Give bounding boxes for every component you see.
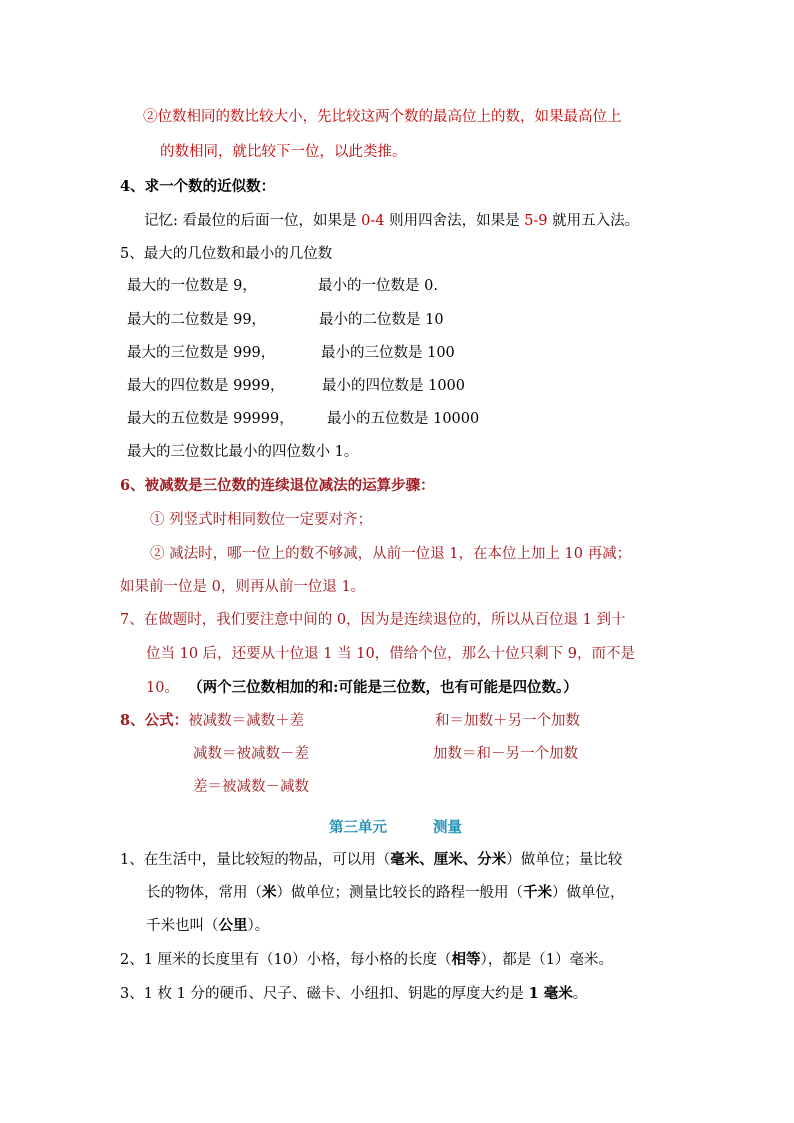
section6-title [120,476,435,496]
p1-l2-e: ）做单位， [552,885,625,901]
section7-line2: 位当 10 后，还要从十位退 1 当 10，借给个位，那么十位只剩下 9，而不是 [146,646,636,662]
memo-end: 就用五入法。 [547,213,640,229]
rule2-line2: 的数相同，就比较下一位，以此类推。 [160,144,407,160]
p1-l2-c: ）做单位；测量比较长的路程一般用（ [276,885,523,901]
min-three-digit: 最小的三位数是 100 [321,345,455,361]
section6-step2-line2: 如果前一位是 0，则再从前一位退 1。 [120,579,366,595]
section5-note: 最大的三位数比最小的四位数小 1。 [127,444,359,460]
formula-sum: 和＝加数＋另一个加数 [435,713,580,729]
max-three-digit: 最大的三位数是 999， [127,345,276,361]
section6-step2-line1: ② 减法时，哪一位上的数不够减，从前一位退 1，在本位上加上 10 再减； [150,546,632,562]
p1-l3-gongli: 公里 [218,917,248,934]
measure-p1-line2 [146,883,625,903]
formula-subtrahend: 减数＝被减数－差 [193,746,309,762]
measure-p1-line1 [120,850,622,870]
formula-minuend: 被减数＝减数＋差 [188,713,305,729]
unit3-heading-a: 第三单元 [329,819,387,836]
section8-label: 8、公式： [120,712,189,729]
memo-mid: 则用四舍法，如果是 [384,213,525,229]
p3-a: 3、1 枚 1 分的硬币、尺子、磁卡、小纽扣、钥匙的厚度大约是 [120,986,529,1002]
memo-prefix: 记忆 [144,213,173,229]
unit3-heading-b: 测量 [433,819,462,836]
measure-p2 [120,950,613,970]
section4-memo [144,211,639,231]
section7-line3-b: （两个三位数相加的和:可能是三位数，也有可能是四位数。） [188,679,578,696]
min-one-digit: 最小的一位数是 0. [318,278,438,294]
p1-l3-c: ）。 [247,918,270,934]
measure-p1-line3 [146,916,269,936]
min-four-digit: 最小的四位数是 1000 [322,378,466,394]
section6-step1: ① 列竖式时相同数位一定要对齐； [150,512,373,528]
p2-equal: 相等 [451,951,481,968]
memo-range2: 5-9 [524,213,548,229]
section4-title: 4、求一个数的近似数： [120,178,276,195]
section8-row1 [120,711,304,731]
formula-addend: 加数＝和－另一个加数 [433,746,578,762]
max-five-digit: 最大的五位数是 99999， [127,411,294,427]
memo-text: : 看最位的后面一位，如果是 [173,213,362,229]
p1-l3-a: 千米也叫（ [146,918,219,934]
p1-l1-units: 毫米、厘米、分米 [390,851,507,868]
max-four-digit: 最大的四位数是 9999， [127,378,285,394]
formula-difference: 差＝被减数－减数 [193,779,309,795]
p1-l1-c: ）做单位；量比较 [506,852,623,868]
p3-1mm: 1 毫米 [528,985,573,1002]
section7-line3 [146,678,578,698]
max-two-digit: 最大的二位数是 99， [127,312,267,328]
section7-line3-a: 10。 [146,680,179,696]
min-five-digit: 最小的五位数是 10000 [327,411,480,427]
section5-title: 5、最大的几位数和最小的几位数 [120,246,333,262]
p3-c: 。 [572,986,588,1002]
min-two-digit: 最小的二位数是 10 [319,312,444,328]
p1-l2-a: 长的物体，常用（ [146,885,262,901]
p2-c: ），都是（1）毫米。 [480,952,613,968]
rule2-line1: ②位数相同的数比较大小，先比较这两个数的最高位上的数，如果最高位上 [143,109,622,125]
p2-a: 2、1 厘米的长度里有（10）小格，每小格的长度（ [120,952,452,968]
p1-l1-a: 1、在生活中，量比较短的物品，可以用（ [120,852,391,868]
max-one-digit: 最大的一位数是 9， [127,278,257,294]
p1-l2-km: 千米 [523,884,552,901]
measure-p3 [120,984,587,1004]
section7-line1: 7、在做题时，我们要注意中间的 0，因为是连续退位的，所以从百位退 1 到十 [120,612,626,628]
p1-l2-meter: 米 [262,884,277,901]
memo-range1: 0-4 [361,213,385,229]
section6-title-text: 6、被减数是三位数的连续退位减法的运算步骤： [120,477,435,494]
